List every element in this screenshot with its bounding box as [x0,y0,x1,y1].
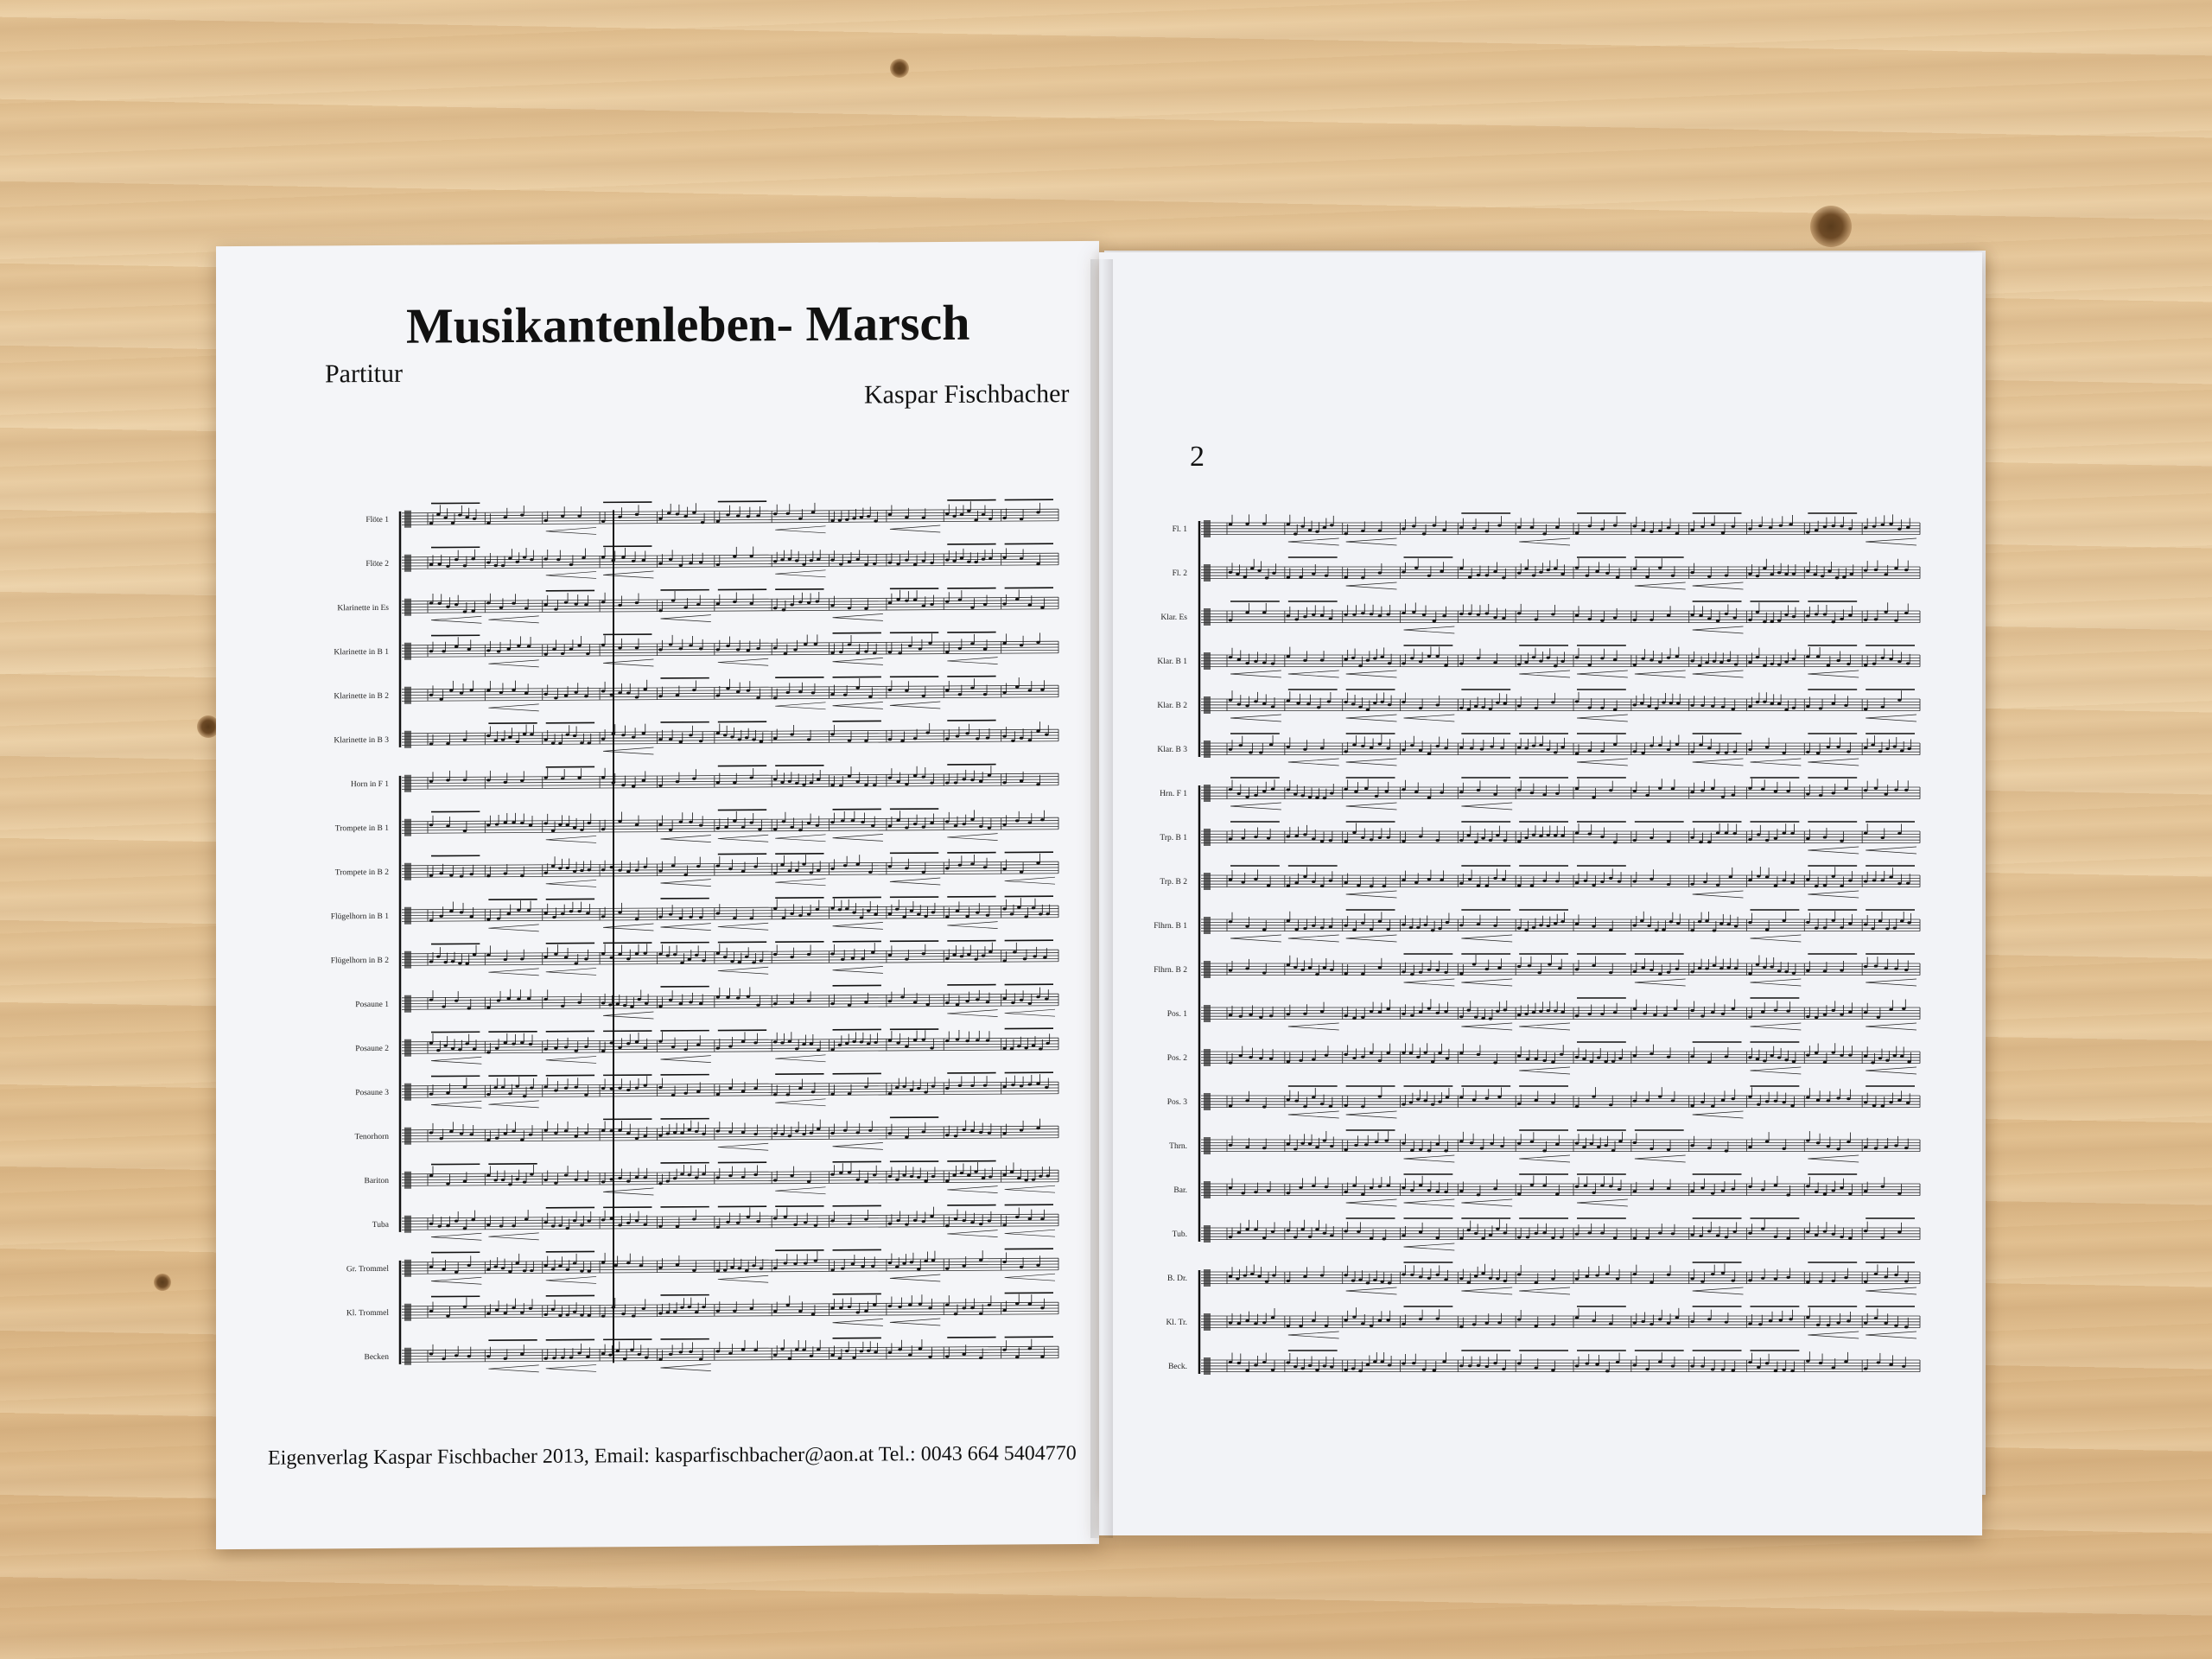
instrument-label: Posaune 3 [355,1088,389,1098]
staff [1201,601,1920,633]
publisher-footer: Eigenverlag Kaspar Fischbacher 2013, Email: kasparfischbacher@aon.at Tel.: 0043 664 5404770 [268,1442,1077,1470]
instrument-label: Klarinette in B 2 [334,691,389,702]
instrument-label: Bariton [364,1176,389,1186]
instrument-label: Kl. Trommel [346,1308,389,1319]
instrument-label: Flöte 1 [365,515,389,525]
staff [402,1249,1058,1285]
staff [1201,1218,1920,1250]
staff [1201,734,1920,766]
instrument-label: Trp. B 1 [1160,834,1187,842]
staff [402,1205,1058,1241]
instrument-label: Klarinette in Es [337,603,389,613]
score-page-left [216,241,1099,1549]
staff [402,1028,1058,1065]
wood-knot [890,59,909,78]
staff [402,499,1058,536]
instrument-label: Flügelhorn in B 2 [330,956,389,966]
staff [1201,1130,1920,1162]
instrument-label: Beck. [1168,1363,1187,1371]
instrument-label: Klar. B 1 [1157,658,1187,666]
wood-knot [154,1274,171,1291]
staff [402,1337,1058,1373]
staff [1201,1042,1920,1074]
staff [1201,1351,1920,1375]
score-page-right [1099,252,1982,1535]
instrument-label: Bar. [1173,1186,1187,1195]
instrument-label: Posaune 1 [355,1000,389,1010]
staff [402,588,1058,624]
score-system-right [1099,473,1982,1423]
staff [1201,1174,1920,1206]
page-title: Musikantenleben- Marsch [406,294,970,354]
instrument-label: Flöte 2 [365,559,389,569]
instrument-label: Flhrn. B 2 [1154,966,1187,975]
staff [402,1293,1058,1329]
instrument-label: Flhrn. B 1 [1154,922,1187,931]
instrument-label: Klar. B 3 [1157,746,1187,754]
staff [402,676,1058,712]
staff [1201,866,1920,898]
instrument-label: Gr. Trommel [346,1264,389,1274]
page-number: 2 [1190,441,1205,473]
instrument-label: Tenorhorn [354,1132,389,1142]
staff [402,940,1058,976]
wood-knot [1810,206,1852,247]
staff [1201,1086,1920,1118]
instrument-label: Klar. B 2 [1157,702,1187,710]
score-system-left [216,457,1099,1430]
instrument-label: Fl. 1 [1172,525,1187,534]
staff [1201,778,1920,810]
staff [402,896,1058,932]
instrument-label: Thrn. [1169,1142,1187,1151]
staff [1201,690,1920,721]
composer-name: Kaspar Fischbacher [864,379,1070,410]
instrument-label: Hrn. F 1 [1160,790,1187,798]
staff [402,1116,1058,1153]
staff [1201,557,1920,589]
instrument-label: B. Dr. [1167,1274,1187,1283]
instrument-label: Horn in F 1 [350,779,389,790]
staff [1201,1262,1920,1294]
staff [402,543,1058,580]
staff [1201,910,1920,942]
staff [402,764,1058,792]
staff [402,720,1058,756]
instrument-label: Tub. [1172,1230,1187,1239]
staff [402,852,1058,888]
instrument-label: Pos. 1 [1166,1010,1187,1019]
book-gutter [1090,259,1113,1538]
staff [1201,998,1920,1030]
instrument-label: Fl. 2 [1172,569,1187,578]
score-subtitle: Partitur [325,359,403,389]
instrument-label: Flügelhorn in B 1 [330,912,389,922]
staff [402,1072,1058,1109]
instrument-label: Becken [364,1352,389,1363]
instrument-label: Tuba [372,1220,389,1230]
staff [402,1160,1058,1197]
staff [1201,513,1920,545]
instrument-label: Kl. Tr. [1166,1319,1187,1327]
staff [1201,645,1920,677]
staff [1201,954,1920,986]
instrument-label: Trompete in B 1 [334,823,389,834]
instrument-label: Klarinette in B 3 [334,735,389,746]
staff [402,632,1058,668]
staff [402,984,1058,1020]
instrument-label: Klarinette in B 1 [334,647,389,658]
staff [1201,1306,1920,1338]
instrument-label: Pos. 3 [1166,1098,1187,1107]
instrument-label: Pos. 2 [1166,1054,1187,1063]
instrument-label: Klar. Es [1160,613,1187,622]
instrument-label: Trompete in B 2 [334,868,389,878]
instrument-label: Trp. B 2 [1160,878,1187,887]
staff [1201,822,1920,854]
staff [402,808,1058,844]
instrument-label: Posaune 2 [355,1044,389,1054]
